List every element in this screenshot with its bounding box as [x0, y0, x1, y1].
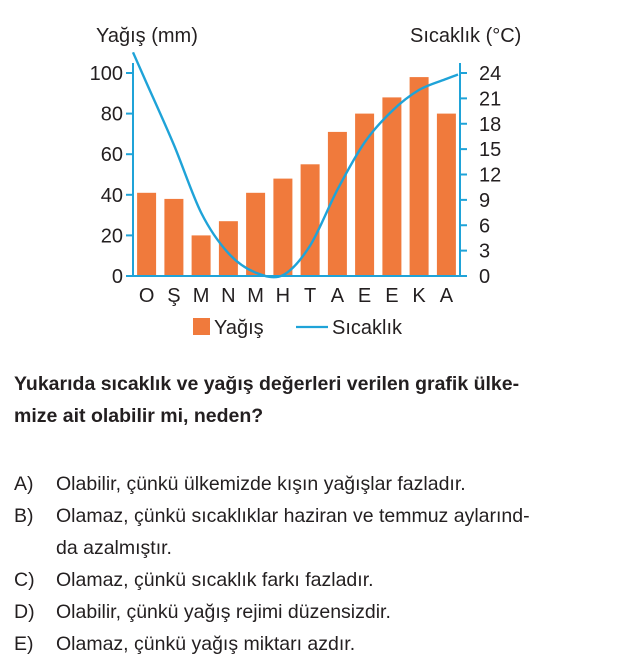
question-text: [14, 368, 614, 432]
left-tick-label: 0: [111, 266, 123, 288]
option-e-letter: E): [14, 633, 34, 655]
bar-0: [137, 193, 156, 276]
legend-label-temperature: Sıcaklık: [332, 317, 403, 339]
right-tick-label: 18: [479, 113, 502, 136]
right-tick-label: 9: [479, 189, 491, 212]
option-c-letter: C): [14, 569, 35, 591]
option-d[interactable]: [14, 596, 391, 628]
option-b[interactable]: [14, 500, 530, 532]
left-tick-label: 60: [100, 144, 123, 167]
bar-5: [273, 179, 292, 276]
right-tick-label: 6: [479, 215, 491, 238]
right-tick-label: 3: [479, 240, 491, 263]
right-axis-label: Sıcaklık (°C): [410, 25, 522, 47]
option-b-continuation: da azalmıştır.: [56, 537, 172, 559]
month-label: A: [439, 285, 454, 307]
bar-2: [192, 235, 211, 276]
right-tick-label: 15: [479, 139, 502, 162]
left-tick-label: 100: [89, 63, 123, 85]
month-label: E: [385, 285, 399, 307]
option-a-letter: A): [14, 473, 34, 495]
legend-label-precipitation: Yağış: [214, 317, 264, 339]
bar-6: [301, 164, 320, 276]
option-a-text: Olabilir, çünkü ülkemizde kışın yağışlar fazladır.: [56, 473, 466, 495]
month-label: T: [303, 285, 317, 307]
right-tick-label: 12: [479, 164, 502, 187]
option-d-letter: D): [14, 601, 35, 623]
month-label: E: [357, 285, 372, 307]
left-tick-label: 40: [100, 184, 123, 207]
legend: [193, 317, 403, 339]
right-tick-label: 0: [479, 266, 491, 288]
option-e-text: Olamaz, çünkü yağış miktarı azdır.: [56, 633, 356, 655]
bar-8: [355, 114, 374, 276]
option-c-text: Olamaz, çünkü sıcaklık farkı fazladır.: [56, 569, 374, 591]
month-label: A: [330, 285, 345, 307]
bar-11: [437, 114, 456, 276]
option-c[interactable]: [14, 564, 374, 596]
bar-9: [382, 97, 401, 276]
month-label: M: [247, 285, 264, 307]
bar-4: [246, 193, 265, 276]
month-labels: [139, 285, 454, 307]
option-d-text: Olabilir, çünkü yağış rejimi düzensizdir.: [56, 601, 391, 623]
right-tick-label: 21: [479, 88, 502, 111]
bar-10: [410, 77, 429, 276]
month-label: N: [221, 285, 236, 307]
right-tick-label: 24: [479, 63, 502, 85]
legend-swatch-precipitation: [193, 318, 210, 335]
option-a[interactable]: [14, 468, 466, 500]
question-line-2: mize ait olabilir mi, neden?: [14, 405, 264, 427]
bar-1: [164, 199, 183, 276]
left-tick-label: 20: [100, 225, 123, 248]
month-label: H: [275, 285, 291, 307]
left-tick-label: 80: [100, 103, 123, 126]
left-axis-label: Yağış (mm): [96, 25, 198, 47]
right-tick-labels: [479, 63, 501, 288]
left-tick-labels: [90, 63, 123, 288]
question-line-1: Yukarıda sıcaklık ve yağış değerleri verilen grafik ülke-: [14, 373, 520, 395]
option-b-text: Olamaz, çünkü sıcaklıklar haziran ve temmuz aylarınd-: [56, 505, 530, 527]
bar-3: [219, 221, 238, 276]
month-label: Ş: [167, 285, 181, 307]
month-label: O: [138, 285, 155, 307]
option-b-letter: B): [14, 505, 34, 527]
month-label: M: [192, 285, 210, 307]
month-label: K: [412, 285, 426, 307]
option-e[interactable]: [14, 628, 355, 660]
